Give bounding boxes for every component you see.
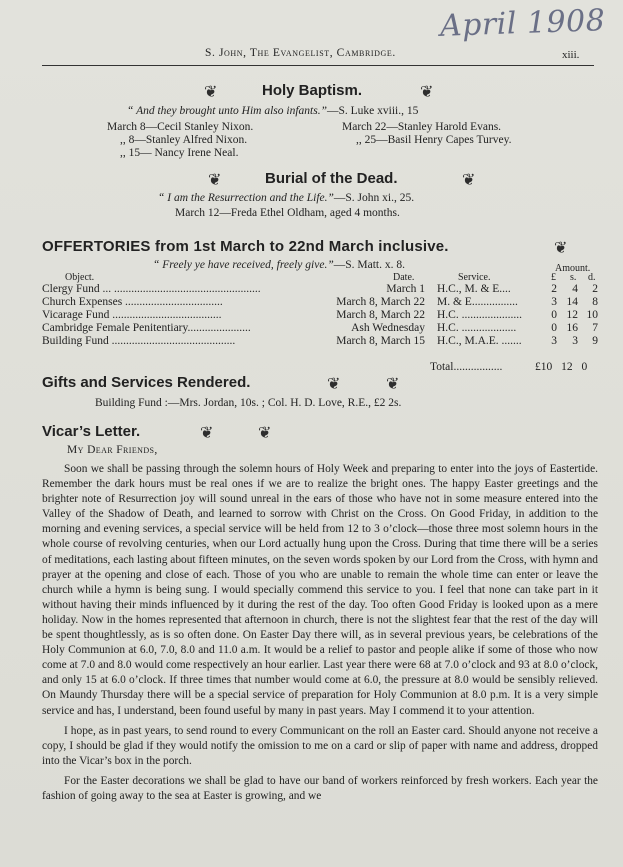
row-object: Building Fund ........................................... [42, 335, 236, 347]
gifts-line: Building Fund :—Mrs. Jordan, 10s. ; Col. H. D. Love, R.E., £2 2s. [95, 397, 402, 409]
header-rule [42, 65, 594, 66]
row-pounds: 3 [551, 296, 557, 308]
running-head: S. John, The Evangelist, Cambridge. [205, 47, 396, 59]
flower-ornament-icon: ❦ [327, 374, 341, 393]
offertories-ref: —S. Matt. x. 8. [333, 259, 405, 271]
baptism-quote-line [127, 105, 418, 117]
row-shillings: 4 [572, 283, 578, 295]
flower-ornament-icon: ❦ [420, 82, 434, 101]
flower-ornament-icon: ❦ [208, 170, 222, 189]
row-object: Church Expenses .................................. [42, 296, 223, 308]
col-date: Date. [393, 272, 415, 283]
row-shillings: 3 [572, 335, 578, 347]
baptism-quote: “ And they brought unto Him also infants.” [127, 105, 327, 117]
row-shillings: 14 [566, 296, 578, 308]
flower-ornament-icon: ❦ [554, 238, 568, 257]
burial-entry: March 12—Freda Ethel Oldham, aged 4 months. [175, 207, 400, 219]
col-shillings: s. [570, 272, 577, 283]
letter-paragraph: For the Easter decorations we shall be glad to have our band of workers reinforced by fresh workers. Each year the fashion of going away to the sea at Easter is growing, and we [42, 774, 598, 802]
row-service: M. & E................ [437, 296, 518, 308]
baptism-ref: —S. Luke xviii., 15 [327, 105, 419, 117]
row-date: March 8, March 22 [336, 309, 425, 321]
letter-heading: Vicar’s Letter. [42, 423, 141, 440]
row-shillings: 16 [566, 322, 578, 334]
row-pounds: 0 [551, 322, 557, 334]
burial-heading: Burial of the Dead. [265, 170, 398, 187]
row-pence: 10 [586, 309, 598, 321]
burial-ref: —S. John xi., 25. [333, 192, 415, 204]
offertories-heading: OFFERTORIES from 1st March to 22nd March inclusive. [42, 238, 449, 255]
gifts-heading: Gifts and Services Rendered. [42, 374, 251, 391]
row-date: March 8, March 15 [336, 335, 425, 347]
total-label: Total................. [430, 361, 503, 373]
col-service: Service. [458, 272, 491, 283]
baptism-entry: March 22—Stanley Harold Evans. [342, 121, 502, 133]
row-date: Ash Wednesday [351, 322, 425, 334]
row-object: Vicarage Fund ...................................... [42, 309, 222, 321]
row-pence: 2 [592, 283, 598, 295]
row-pounds: 0 [551, 309, 557, 321]
row-service: H.C., M.A.E. ....... [437, 335, 522, 347]
baptism-heading: Holy Baptism. [262, 82, 363, 99]
row-shillings: 12 [566, 309, 578, 321]
row-object: Clergy Fund ... ................................................... [42, 283, 261, 295]
baptism-entry: ,, 15— Nancy Irene Neal. [120, 147, 239, 159]
flower-ornament-icon: ❦ [258, 423, 272, 442]
col-object: Object. [65, 272, 95, 283]
row-service: H.C. ................... [437, 322, 517, 334]
flower-ornament-icon: ❦ [386, 374, 400, 393]
baptism-entry: ,, 25—Basil Henry Capes Turvey. [356, 134, 512, 146]
row-pence: 8 [592, 296, 598, 308]
handwritten-date: April 1908 [439, 3, 606, 44]
row-pounds: 3 [551, 335, 557, 347]
row-date: March 1 [386, 283, 425, 295]
baptism-entry: March 8—Cecil Stanley Nixon. [107, 121, 254, 133]
baptism-entry: ,, 8—Stanley Alfred Nixon. [120, 134, 248, 146]
col-pounds: £ [551, 272, 556, 283]
row-pounds: 2 [551, 283, 557, 295]
page-number: xiii. [562, 49, 580, 61]
letter-paragraph: Soon we shall be passing through the solemn hours of Holy Week and preparing to enter into the joys of Eastertide. Remember the dark hours must be real ones if we are to realize the bright ones. The happy Easter greetings and the brighter note of Resurrection joy will sound unreal in the ears of those who have not in some measure entered into the Valley of the Shadow of Death, and learned to sorrow with Christ on the Cross. On Good Friday, in addition to the morning and evening services, a special service will be held from 12 to 3 o’clock—those three most solemn hours in the whole course of revolving centuries, when our Lord actually hung upon the Cross. During that time there will be a series of meditations, each lasting about fifteen minutes, on the seven words spoken by our Lord from the Cross, with hymn and prayer at the opening and close of each. Those of you who are unable to remain the whole time can enter or leave the church while a hymn is being sung. I would specially commend this service to you. I feel that none can take part in it without having their minds influenced by it during the rest of the day. Too often Good Friday is looked upon as a mere holiday. Now in the homes represented that afternoon in church, there is not the slightest fear that the rest of the day will be spent thoughtlessly, as is so often done. On Easter Day there will, as in several previous years, be celebrations of the Holy Communion at 6.0, 7.0, 8.0 and 11.0 a.m. It would be a relief to pastor and people alike if some of those who now come at 7.0 and 8.0 would come respectively an hour earlier. Last year there were 68 at 7.0 o’clock and 93 at 8.0 o’clock, and only 15 at 6.0 o’clock. If three times that number would come at 6.0, the pressure at 8.0 would be sensibly relieved. On Maundy Thursday there will be a special service of preparation for Holy Communion at 8.0 p.m. It is a very simple service and has, I understand, been found useful by many in past years. May I commend it to your attention. [42, 463, 598, 717]
row-service: H.C. ..................... [437, 309, 522, 321]
letter-paragraph: I hope, as in past years, to send round to every Communicant on the roll an Easter card. Should anyone not receive a copy, I should be glad if they would notify the omission to me on a card or slip of paper with name and address, dropped into the Vicar’s box in the porch. [42, 724, 598, 767]
offertories-quote: “ Freely ye have received, freely give.” [153, 259, 334, 271]
offertories-quote-line [153, 259, 405, 271]
flower-ornament-icon: ❦ [204, 82, 218, 101]
row-object: Cambridge Female Penitentiary...................... [42, 322, 251, 334]
row-service: H.C., M. & E.... [437, 283, 511, 295]
burial-quote-line [158, 192, 414, 204]
col-pence: d. [588, 272, 596, 283]
burial-quote: “ I am the Resurrection and the Life.” [158, 192, 334, 204]
total-amount: £10 12 0 [535, 361, 588, 373]
row-date: March 8, March 22 [336, 296, 425, 308]
letter-body [42, 462, 598, 804]
letter-salutation: My Dear Friends, [67, 444, 158, 456]
flower-ornament-icon: ❦ [462, 170, 476, 189]
row-pence: 9 [592, 335, 598, 347]
col-amount: Amount. [555, 263, 591, 274]
flower-ornament-icon: ❦ [200, 423, 214, 442]
row-pence: 7 [592, 322, 598, 334]
